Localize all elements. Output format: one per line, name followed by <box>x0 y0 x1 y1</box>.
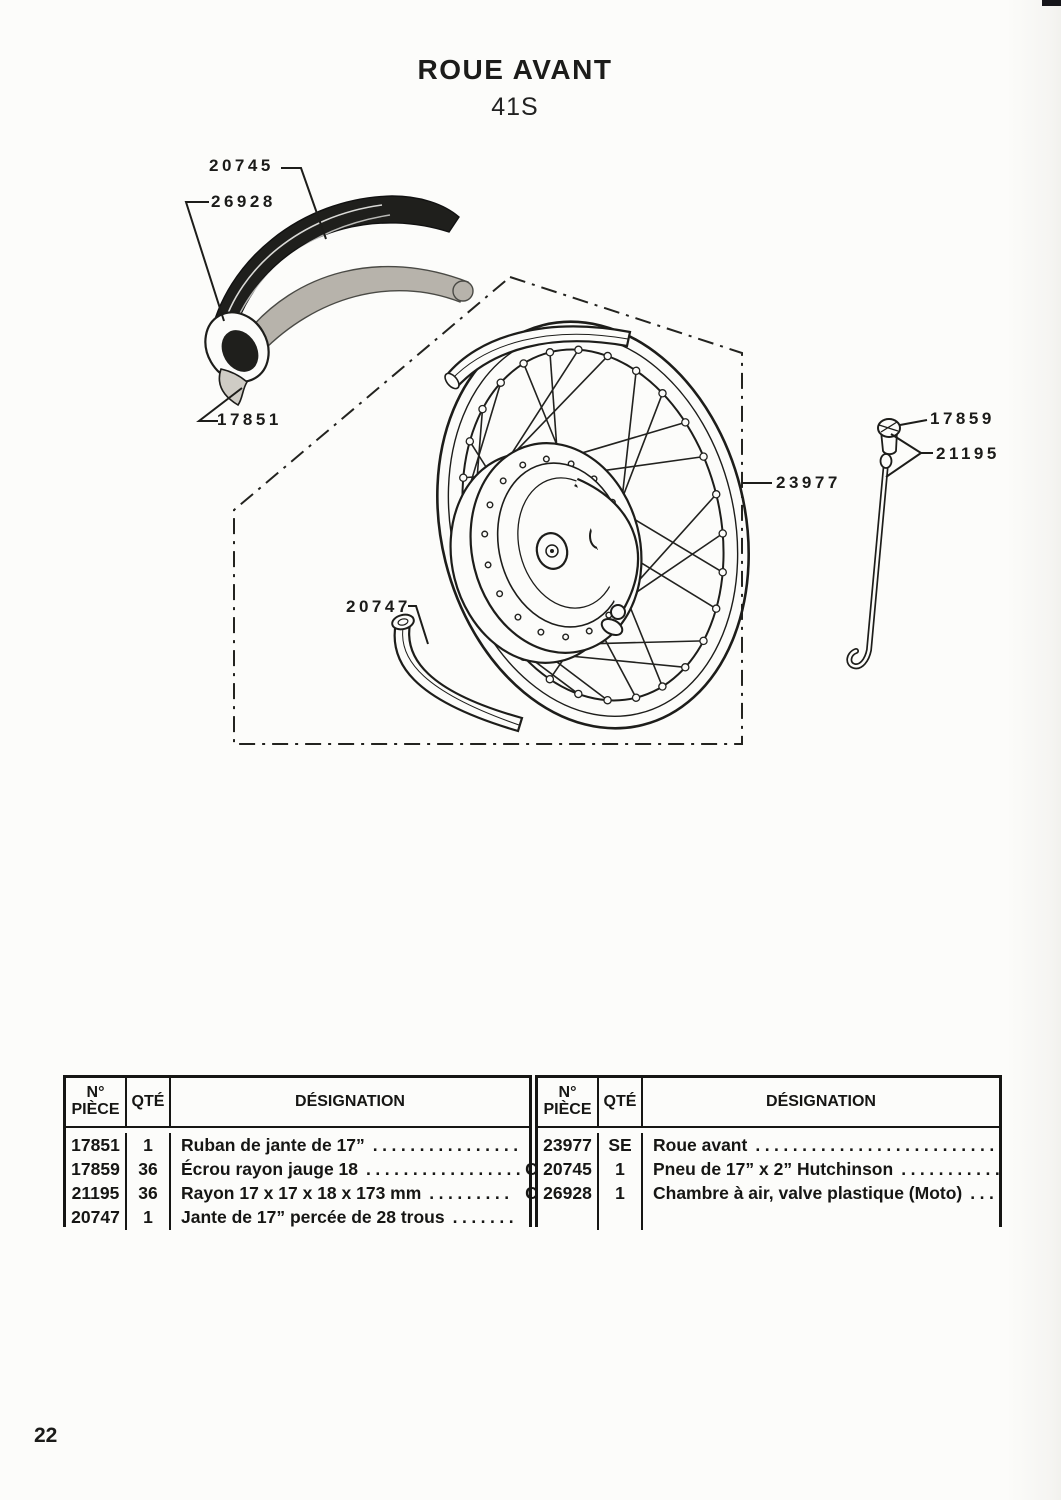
part-designation: Jante de 17” percée de 28 trous ....... <box>181 1207 519 1227</box>
part-number: 23977 <box>543 1135 592 1155</box>
part-qty: 1 <box>143 1207 153 1227</box>
rim-segment-top <box>442 326 630 391</box>
part-qty: 36 <box>138 1159 158 1179</box>
column-header-designation: DÉSIGNATION <box>295 1092 405 1110</box>
part-qty: SE <box>608 1135 632 1155</box>
inner-tube-illustration <box>245 267 473 352</box>
column-header-no-piece: N° PIÈCE <box>538 1078 599 1126</box>
page-title: ROUE AVANT <box>417 54 613 85</box>
callout-17859: 17859 <box>930 409 995 428</box>
column-header-designation: DÉSIGNATION <box>766 1092 876 1110</box>
part-qty: 1 <box>615 1159 625 1179</box>
part-designation: Roue avant .......................... <box>653 1135 999 1155</box>
part-number: 20745 <box>543 1159 592 1179</box>
table-header-right <box>538 1078 999 1128</box>
callout-20745: 20745 <box>209 156 274 175</box>
table-header-left <box>66 1078 529 1128</box>
parts-table-right <box>535 1075 1005 1227</box>
callout-21195: 21195 <box>936 444 1000 463</box>
part-designation: Chambre à air, valve plastique (Moto) ... <box>653 1183 999 1203</box>
part-designation: Rayon 17 x 17 x 18 x 173 mm ......... C <box>181 1183 538 1203</box>
table-body-right <box>538 1128 1005 1230</box>
column-header-qty: QTÉ <box>599 1078 643 1126</box>
spare-spoke-illustration <box>849 454 891 666</box>
part-number: 20747 <box>71 1207 120 1227</box>
part-designation: Ruban de jante de 17” ................ <box>181 1135 523 1155</box>
parts-table-left <box>63 1075 538 1227</box>
callout-26928: 26928 <box>211 192 276 211</box>
part-designation: Pneu de 17” x 2” Hutchinson ........... <box>653 1159 1005 1179</box>
part-qty: 1 <box>615 1183 625 1203</box>
part-qty: 1 <box>143 1135 153 1155</box>
part-designation: Écrou rayon jauge 18 ................. C <box>181 1159 538 1179</box>
part-number: 26928 <box>543 1183 592 1203</box>
column-header-no-piece: N° PIÈCE <box>66 1078 127 1126</box>
callout-17851: 17851 <box>217 410 282 429</box>
callout-23977: 23977 <box>776 473 841 492</box>
table-body-left <box>66 1128 538 1230</box>
column-header-qty: QTÉ <box>127 1078 171 1126</box>
part-number: 21195 <box>71 1183 120 1203</box>
part-number: 17851 <box>71 1135 120 1155</box>
model-code: 41S <box>491 93 539 121</box>
part-number: 17859 <box>71 1159 120 1179</box>
parts-table <box>63 1075 1005 1227</box>
part-qty: 36 <box>138 1183 158 1203</box>
callout-20747: 20747 <box>346 597 411 616</box>
page-number: 22 <box>34 1424 58 1447</box>
